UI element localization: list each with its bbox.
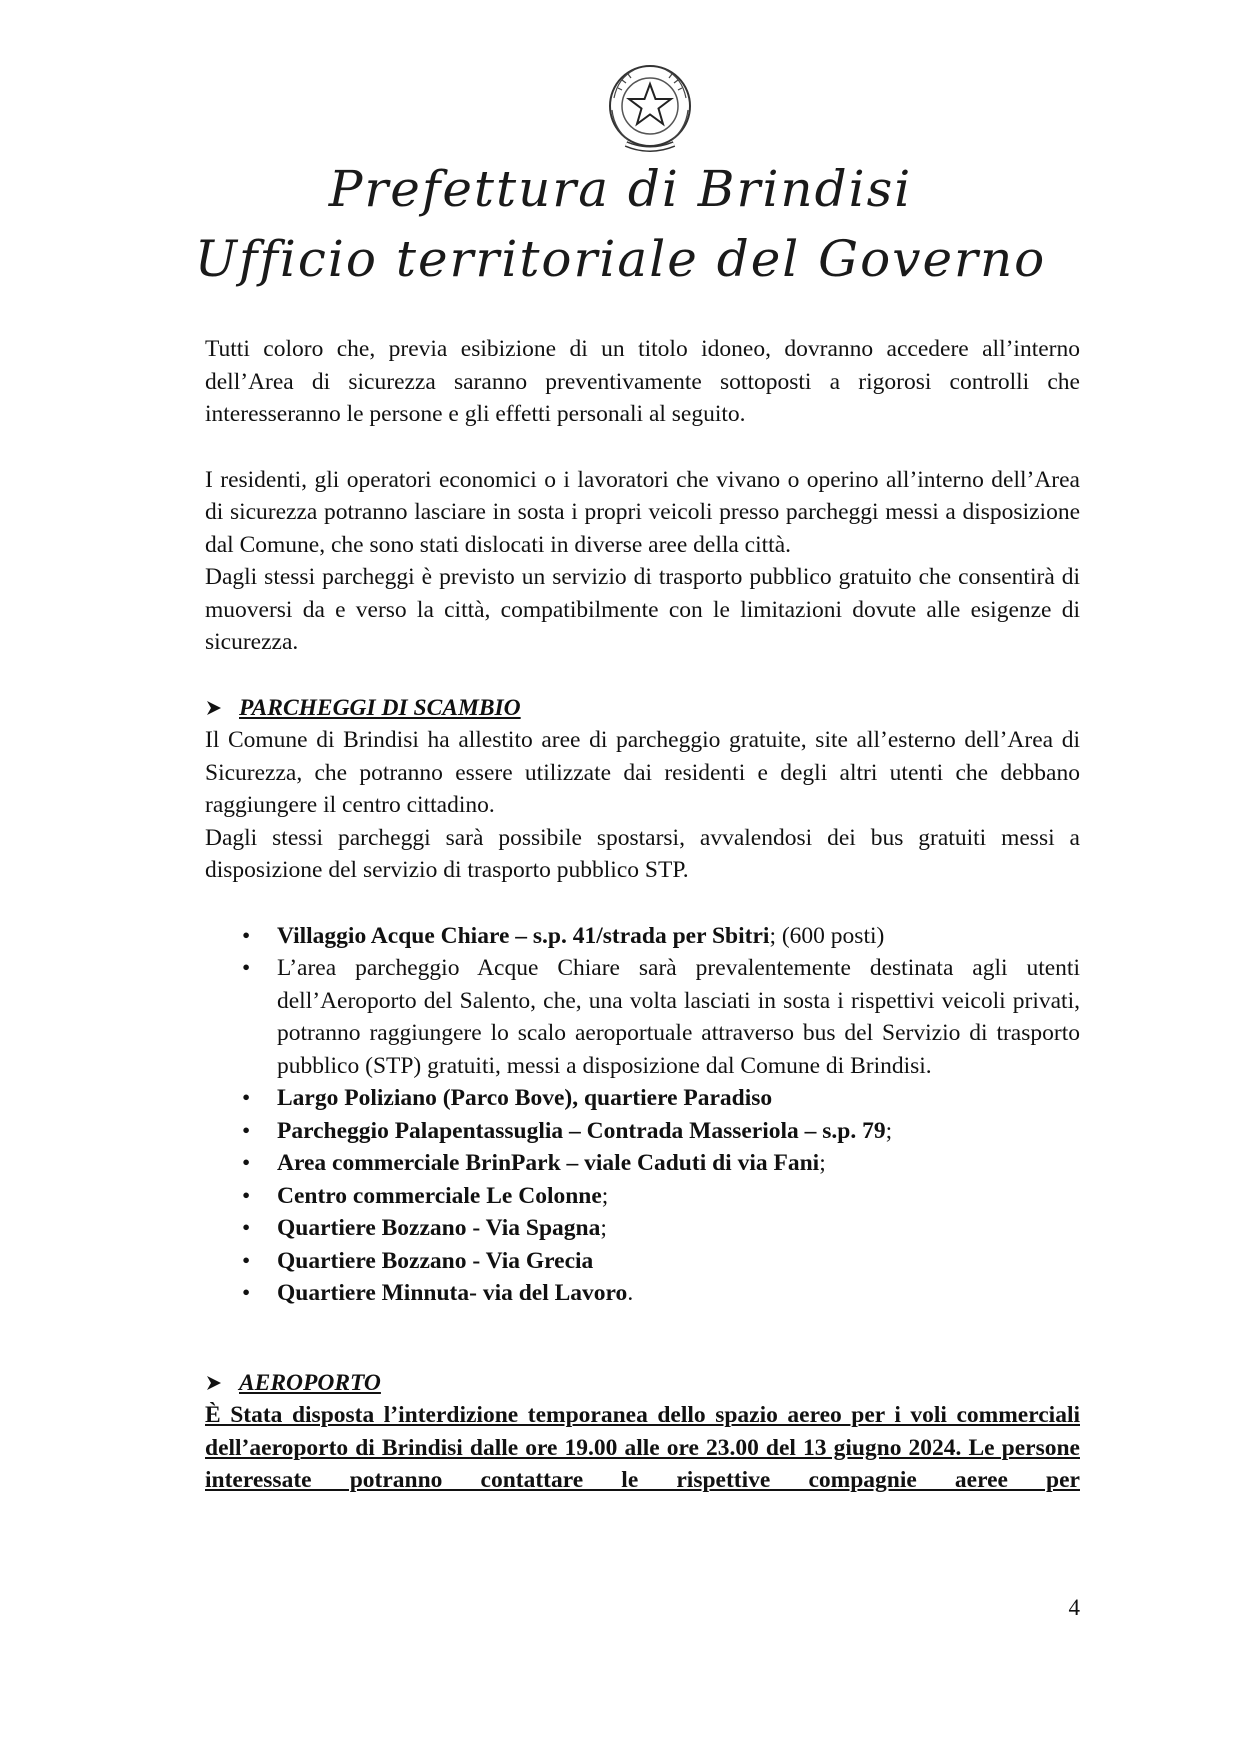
header-subtitle: Ufficio territoriale del Governo	[194, 230, 1047, 288]
list-item: • Centro commerciale Le Colonne;	[277, 1180, 1080, 1213]
list-item: • Quartiere Bozzano - Via Grecia	[277, 1245, 1080, 1278]
paragraph: Dagli stessi parcheggi sarà possibile spostarsi, avvalendosi dei bus gratuiti messi a disposizione del servizio di trasporto pubblico STP.	[205, 824, 1080, 883]
header-title: Prefettura di Brindisi	[328, 160, 913, 218]
arrow-bullet-icon	[205, 1374, 223, 1392]
list-item: • Area commerciale BrinPark – viale Caduti di via Fani;	[277, 1147, 1080, 1180]
document-body	[205, 333, 1080, 1497]
italian-republic-emblem-icon	[600, 58, 700, 158]
list-item: • Villaggio Acque Chiare – s.p. 41/strada per Sbitri; (600 posti)	[277, 920, 1080, 953]
airport-notice: È Stata disposta l’interdizione temporanea dello spazio aereo per i voli commerciali dell’aeroporto di Brindisi dalle ore 19.00 alle ore 23.00 del 13 giugno 2024. Le persone interessate potranno contattare le rispettive compagnie aeree per	[205, 1402, 1080, 1493]
list-item: • Quartiere Bozzano - Via Spagna;	[277, 1212, 1080, 1245]
list-item: • Largo Poliziano (Parco Bove), quartiere Paradiso	[277, 1082, 1080, 1115]
page-number: 4	[1068, 1595, 1080, 1620]
paragraph: Il Comune di Brindisi ha allestito aree di parcheggio gratuite, site all’esterno dell’Area di Sicurezza, che potranno essere utilizzate dai residenti e degli altri utenti che debbano raggiungere il centro cittadino.	[205, 727, 1080, 818]
list-item: • Quartiere Minnuta- via del Lavoro.	[277, 1277, 1080, 1310]
section-heading-aeroporto	[205, 1367, 1080, 1400]
list-item: • Parcheggio Palapentassuglia – Contrada Masseriola – s.p. 79;	[277, 1115, 1080, 1148]
section-heading-parcheggi	[205, 692, 1080, 725]
arrow-bullet-icon	[205, 699, 223, 717]
paragraph: Tutti coloro che, previa esibizione di un titolo idoneo, dovranno accedere all’interno dell’Area di sicurezza saranno preventivamente sottoposti a rigorosi controlli che interesseranno le persone e gli effetti personali al seguito.	[205, 336, 1080, 427]
parking-list	[205, 920, 1080, 1310]
list-item: • L’area parcheggio Acque Chiare sarà prevalentemente destinata agli utenti dell’Aeroporto del Salento, che, una volta lasciati in sosta i rispettivi veicoli privati, potranno raggiungere lo scalo aeroportuale attraverso bus del Servizio di trasporto pubblico (STP) gratuiti, messi a disposizione dal Comune di Brindisi.	[277, 952, 1080, 1082]
paragraph: I residenti, gli operatori economici o i lavoratori che vivano o operino all’interno dell’Area di sicurezza potranno lasciare in sosta i propri veicoli presso parcheggi messi a disposizione dal Comune, che sono stati dislocati in diverse aree della città.	[205, 466, 1080, 558]
section-heading-text: PARCHEGGI DI SCAMBIO	[239, 694, 521, 721]
section-heading-text: AEROPORTO	[239, 1369, 381, 1396]
paragraph: Dagli stessi parcheggi è previsto un servizio di trasporto pubblico gratuito che consentirà di muoversi da e verso la città, compatibilmente con le limitazioni dovute alle esigenze di sicurezza.	[205, 564, 1080, 655]
